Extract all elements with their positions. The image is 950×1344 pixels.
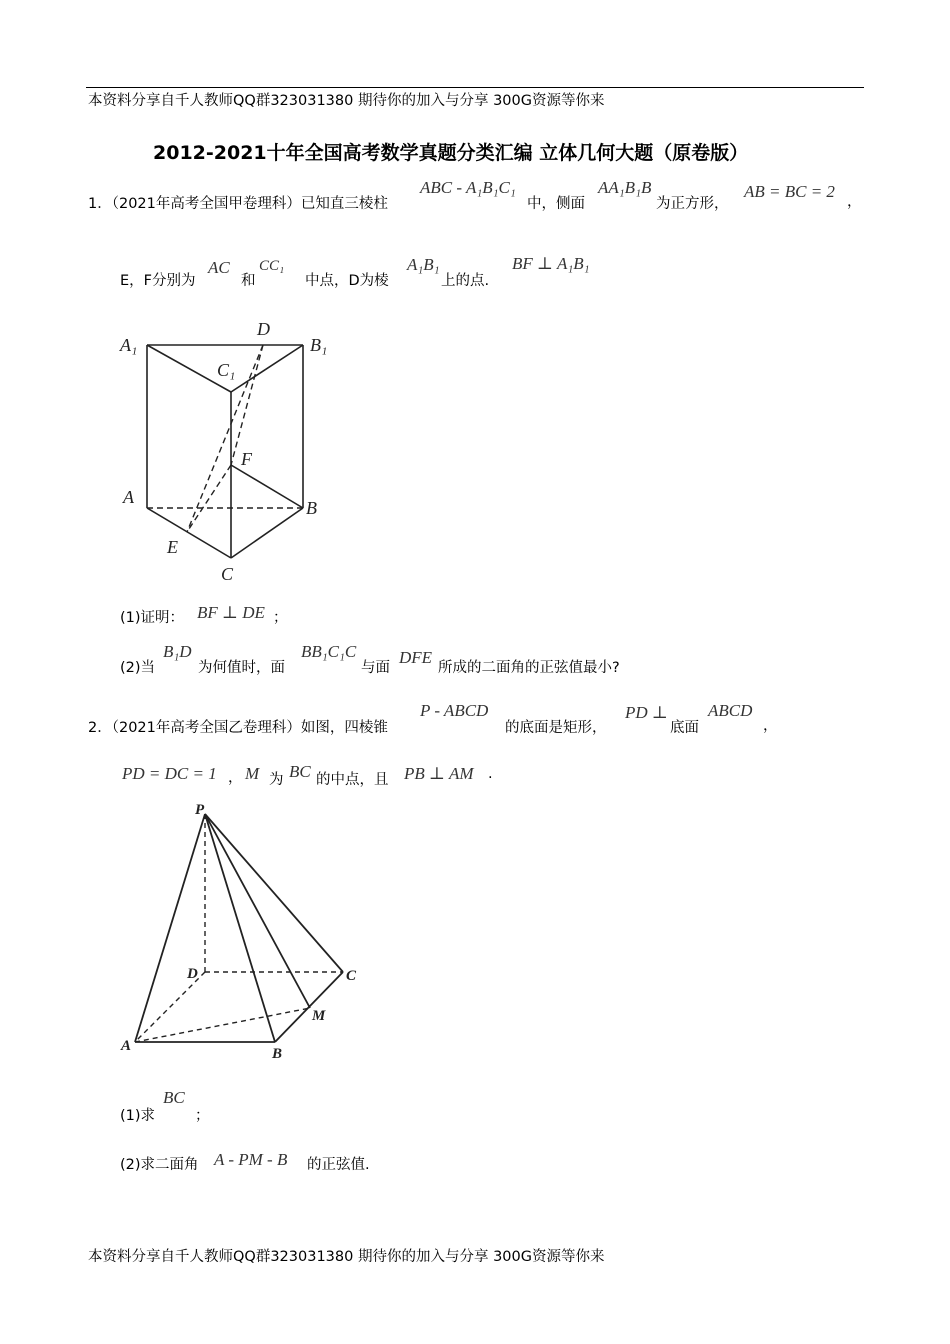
label-e: E [167, 537, 178, 557]
edge-pm [205, 814, 310, 1008]
q2-sub1-math: BC [163, 1088, 185, 1107]
label-f: F [241, 449, 252, 469]
label-b1: B₁ [310, 335, 328, 355]
q1-sub2-text3: 所成的二面角的正弦值最小? [438, 660, 620, 676]
q2-number: 2． [88, 720, 112, 736]
label-b: B [272, 1046, 283, 1062]
edge-pc [205, 814, 343, 972]
q1-sub2-label: (2)当 [120, 660, 156, 676]
q1-sub2-text1: 为何值时，面 [198, 660, 285, 676]
q1-math-face: AA₁B₁B [598, 178, 652, 197]
q2-text-e: 的中点，且 [316, 772, 389, 788]
label-a1: A₁ [120, 335, 138, 355]
q2-sub2-end: 的正弦值. [307, 1157, 370, 1173]
edge-ac [147, 508, 231, 558]
q1-math-prism: ABC - A₁B₁C₁ [420, 178, 516, 197]
q1-sub1-end: ； [273, 610, 288, 626]
q1-and: 和 [241, 273, 256, 289]
edge-pa [135, 814, 205, 1042]
footer-text: 本资料分享自千人教师QQ群323031380 期待你的加入与分享 300G资源等你来 [88, 1249, 605, 1265]
q2-text: 如图，四棱锥 [300, 720, 388, 736]
label-a: A [123, 487, 134, 507]
edge-df-hidden [231, 345, 263, 465]
q1-sub2-math2: BB₁C₁C [301, 642, 357, 661]
q2-period: . [488, 766, 493, 782]
q2-line1 [88, 716, 388, 737]
label-c1: C₁ [217, 360, 236, 380]
q2-math-perp: PB ⊥ AM [404, 764, 474, 783]
label-b: B [306, 498, 317, 518]
edge-pb [205, 814, 275, 1042]
q1-math-a1b1: A₁B₁ [407, 255, 440, 274]
q1-line1 [88, 192, 388, 213]
q1-number: 1． [88, 196, 112, 212]
q1-math-cc1: CC₁ [259, 258, 285, 274]
q2-text-c: 底面 [670, 720, 699, 736]
header-rule [86, 87, 864, 88]
q2-figure-pyramid [115, 800, 375, 1065]
q2-text-b: 的底面是矩形， [505, 720, 607, 736]
q2-math-pyr: P - ABCD [420, 701, 489, 720]
q2-text-d: 为 [269, 772, 284, 788]
q1-math-ac: AC [208, 258, 230, 277]
q1-on-point: 上的点. [441, 273, 490, 289]
label-m: M [312, 1008, 326, 1024]
edge-b1c1 [231, 345, 303, 392]
q2-math-pd: PD ⊥ [625, 703, 668, 722]
label-c: C [221, 564, 234, 584]
edge-fe-hidden [187, 465, 231, 532]
q1-text-b: 中，侧面 [527, 196, 585, 212]
label-d: D [187, 966, 198, 982]
q2-math-bc: BC [289, 762, 311, 781]
header-text: 本资料分享自千人教师QQ群323031380 期待你的加入与分享 300G资源等你来 [88, 93, 605, 109]
q2-math-m: M [245, 764, 260, 783]
q1-mid-d: 中点，D为棱 [305, 273, 389, 289]
q1-sub2-math3: DFE [399, 648, 433, 667]
q1-text: 已知直三棱柱 [300, 196, 388, 212]
q2-sub1-label: (1)求 [120, 1108, 156, 1124]
edge-am-hidden [135, 1008, 310, 1042]
q1-comma: ， [847, 194, 862, 210]
edge-bc [231, 508, 303, 558]
q1-text-c: 为正方形， [656, 196, 729, 212]
q2-math-eq: PD = DC = 1 [122, 764, 217, 783]
label-d: D [257, 319, 270, 339]
q1-line2-ef: E，F分别为 [120, 273, 196, 289]
q2-comma2: ， [228, 770, 243, 786]
q2-math-abcd: ABCD [708, 701, 753, 720]
q2-sub1-end: ； [195, 1108, 210, 1124]
q1-source: （2021年高考全国甲卷理科） [111, 196, 301, 212]
label-a: A [121, 1038, 132, 1054]
q2-sub2-label: (2)求二面角 [120, 1157, 199, 1173]
q2-source: （2021年高考全国乙卷理科） [111, 720, 301, 736]
q1-math-perp: BF ⊥ A₁B₁ [512, 254, 590, 273]
q1-math-eq: AB = BC = 2 [744, 182, 835, 201]
q1-sub2-math1: B₁D [163, 642, 192, 661]
q1-sub2-text2: 与面 [361, 660, 390, 676]
q1-figure-prism [115, 315, 345, 590]
edge-bc [275, 972, 343, 1042]
page-title: 2012-2021十年全国高考数学真题分类汇编 立体几何大题（原卷版） [153, 142, 749, 164]
q2-comma: ， [763, 718, 778, 734]
edge-fb [231, 465, 303, 508]
label-p: P [195, 802, 205, 818]
q2-sub2-math: A - PM - B [214, 1150, 288, 1169]
q1-sub1-math: BF ⊥ DE [197, 603, 265, 622]
label-c: C [346, 968, 357, 984]
q1-sub1-label: (1)证明： [120, 610, 185, 626]
